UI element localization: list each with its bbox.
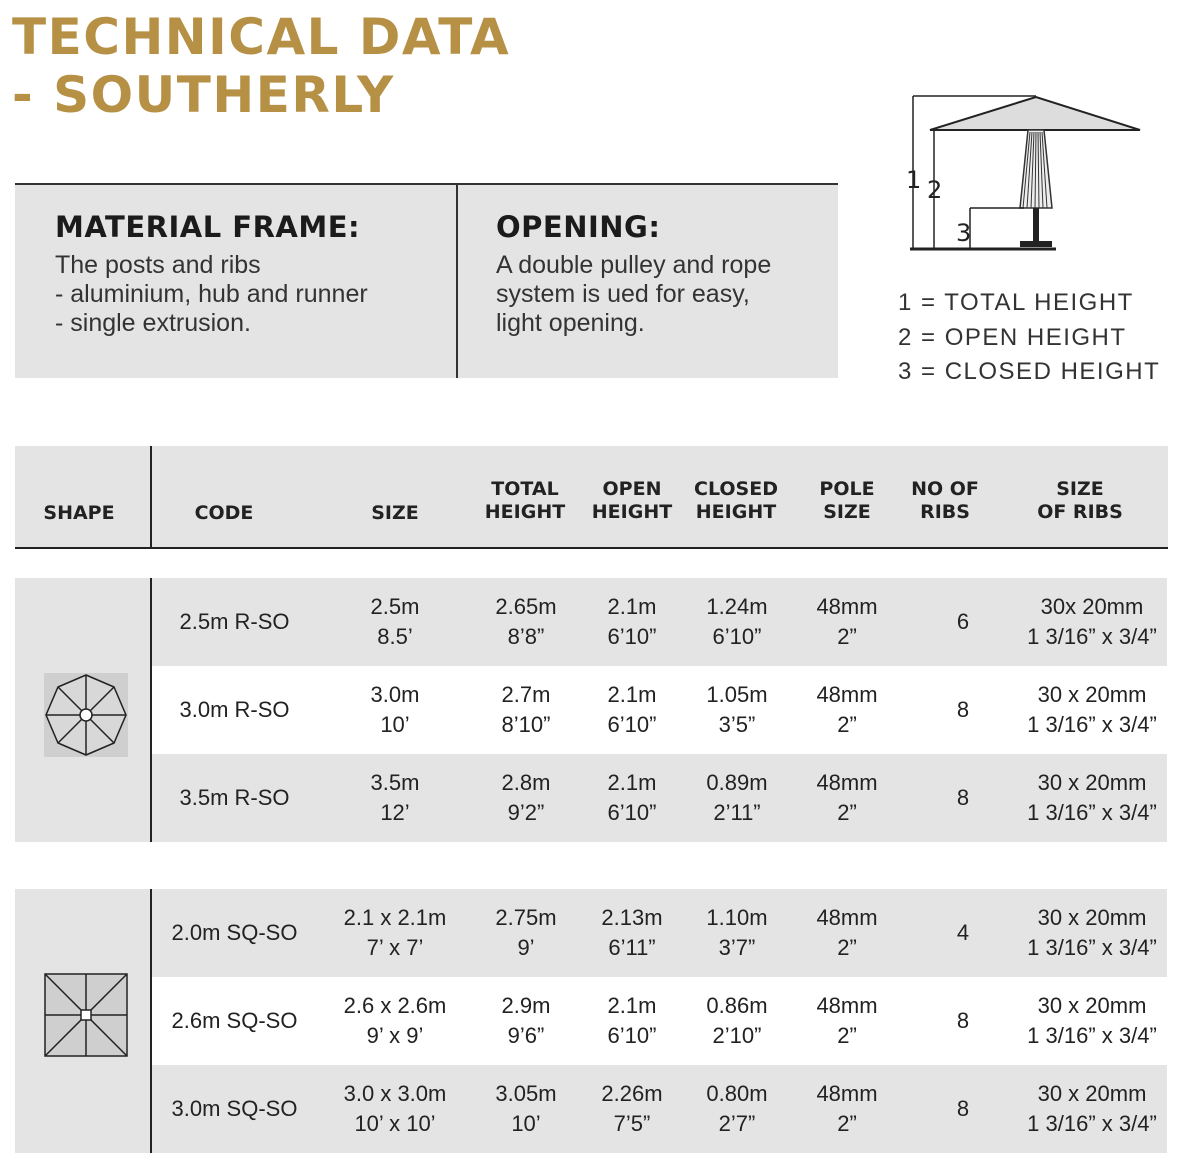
header-size: SIZE [371, 502, 419, 524]
header-divider [150, 446, 152, 547]
cell-total-height: 2.7m 8’10” [501, 682, 551, 737]
cell-closed-height: 0.80m 2’7” [706, 1081, 768, 1136]
table-row [152, 666, 1167, 754]
cell-size: 2.5m 8.5’ [370, 594, 420, 649]
header-total-height: TOTAL HEIGHT [484, 478, 566, 523]
cell-no-of-ribs: 6 [956, 609, 970, 634]
cell-size-of-ribs: 30 x 20mm 1 3/16” x 3/4” [1027, 682, 1157, 737]
height-legend [898, 286, 1160, 390]
header-size-of-ribs: SIZE OF RIBS [1037, 478, 1123, 523]
square-umbrella-group [15, 889, 1167, 1153]
cell-code: 2.5m R-SO [179, 609, 290, 634]
cell-open-height: 2.1m 6’10” [607, 682, 657, 737]
header-pole-size: POLE SIZE [819, 478, 875, 523]
legend-item: 1 = TOTAL HEIGHT [898, 289, 1134, 316]
page-title-line-1: TECHNICAL DATA [12, 8, 511, 66]
umbrella-height-diagram [896, 90, 1156, 260]
legend-item: 2 = OPEN HEIGHT [898, 323, 1127, 351]
cell-pole-size: 48mm 2” [816, 594, 878, 649]
cell-size: 3.5m 12’ [370, 770, 420, 825]
cell-total-height: 3.05m 10’ [495, 1081, 557, 1136]
cell-size: 2.1 x 2.1m 7’ x 7’ [343, 905, 447, 960]
cell-no-of-ribs: 8 [956, 1096, 970, 1121]
table-header [15, 446, 1168, 549]
info-panel [15, 183, 838, 378]
header-open-height: OPEN HEIGHT [591, 478, 673, 523]
table-row [152, 754, 1167, 842]
opening-section [456, 185, 838, 378]
diagram-label-3: 3 [956, 219, 972, 247]
diagram-label-2: 2 [927, 176, 943, 204]
cell-total-height: 2.65m 8’8” [495, 594, 557, 649]
cell-closed-height: 1.24m 6’10” [706, 594, 768, 649]
header-no-of-ribs: NO OF RIBS [911, 478, 979, 523]
page-title [12, 8, 510, 124]
cell-open-height: 2.1m 6’10” [607, 770, 657, 825]
opening-heading: OPENING: [496, 210, 661, 244]
cell-code: 3.0m SQ-SO [171, 1096, 298, 1121]
cell-closed-height: 0.86m 2’10” [706, 993, 768, 1048]
page-title-line-2: - SOUTHERLY [12, 66, 395, 124]
cell-code: 2.0m SQ-SO [171, 920, 298, 945]
cell-size-of-ribs: 30 x 20mm 1 3/16” x 3/4” [1027, 1081, 1157, 1136]
table-row [152, 578, 1167, 666]
cell-code: 2.6m SQ-SO [171, 1008, 298, 1033]
cell-pole-size: 48mm 2” [816, 770, 878, 825]
cell-size-of-ribs: 30 x 20mm 1 3/16” x 3/4” [1027, 770, 1157, 825]
square-umbrella-icon [44, 973, 128, 1057]
cell-pole-size: 48mm 2” [816, 1081, 878, 1136]
cell-no-of-ribs: 8 [956, 785, 970, 810]
cell-total-height: 2.9m 9’6” [501, 993, 551, 1048]
material-frame-heading: MATERIAL FRAME: [55, 210, 361, 244]
diagram-label-1: 1 [906, 166, 922, 194]
cell-pole-size: 48mm 2” [816, 905, 878, 960]
cell-closed-height: 1.10m 3’7” [706, 905, 768, 960]
opening-text: A double pulley and rope system is ued for easy, light opening. [496, 251, 772, 337]
cell-open-height: 2.1m 6’10” [607, 993, 657, 1048]
table-row [152, 977, 1167, 1065]
material-frame-text: The posts and ribs - aluminium, hub and runner - single extrusion. [55, 251, 368, 337]
round-umbrella-icon [44, 673, 128, 757]
table-row [152, 889, 1167, 977]
cell-size: 3.0 x 3.0m 10’ x 10’ [343, 1081, 447, 1136]
cell-open-height: 2.13m 6’11” [601, 905, 663, 960]
cell-pole-size: 48mm 2” [816, 682, 878, 737]
table-row [152, 1065, 1167, 1153]
cell-pole-size: 48mm 2” [816, 993, 878, 1048]
header-code: CODE [194, 502, 254, 524]
cell-closed-height: 1.05m 3’5” [706, 682, 768, 737]
cell-no-of-ribs: 8 [956, 697, 970, 722]
cell-open-height: 2.26m 7’5” [601, 1081, 663, 1136]
cell-total-height: 2.75m 9’ [495, 905, 557, 960]
header-shape: SHAPE [43, 502, 115, 524]
cell-open-height: 2.1m 6’10” [607, 594, 657, 649]
cell-code: 3.5m R-SO [179, 785, 290, 810]
header-closed-height: CLOSED HEIGHT [694, 478, 778, 523]
cell-no-of-ribs: 4 [956, 920, 970, 945]
cell-no-of-ribs: 8 [956, 1008, 970, 1033]
cell-size: 3.0m 10’ [370, 682, 420, 737]
cell-size-of-ribs: 30 x 20mm 1 3/16” x 3/4” [1027, 905, 1157, 960]
legend-item: 3 = CLOSED HEIGHT [898, 358, 1161, 385]
cell-total-height: 2.8m 9’2” [501, 770, 551, 825]
material-frame-section [15, 185, 455, 378]
cell-size-of-ribs: 30x 20mm 1 3/16” x 3/4” [1027, 594, 1157, 649]
cell-size: 2.6 x 2.6m 9’ x 9’ [343, 993, 447, 1048]
cell-code: 3.0m R-SO [179, 697, 290, 722]
round-umbrella-group [15, 578, 1167, 842]
cell-closed-height: 0.89m 2’11” [706, 770, 768, 825]
cell-size-of-ribs: 30 x 20mm 1 3/16” x 3/4” [1027, 993, 1157, 1048]
